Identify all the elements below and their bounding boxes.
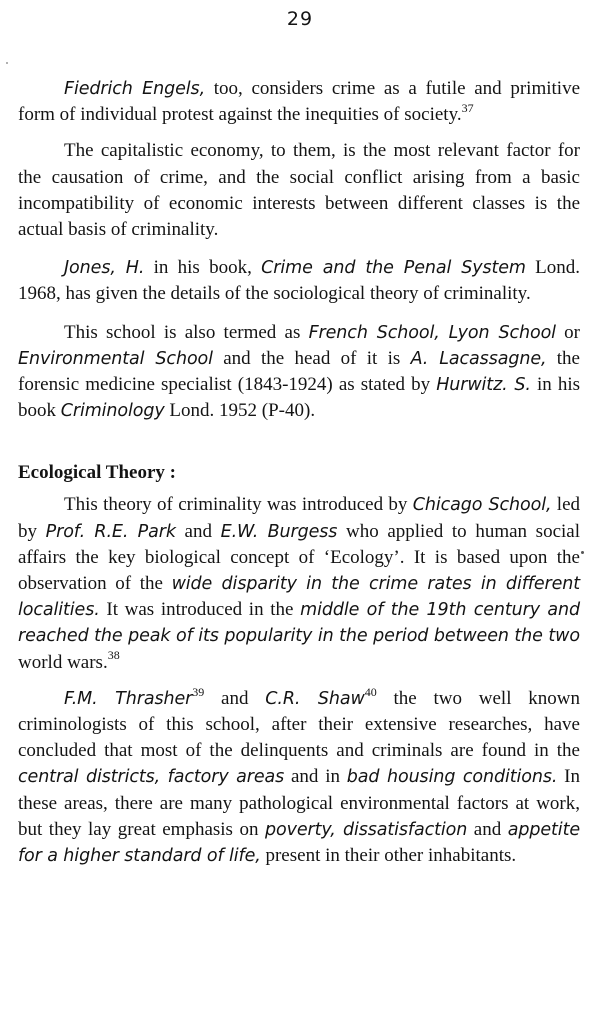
paragraph-chicago-school [18, 492, 580, 675]
author-name: Hurwitz. S. [436, 375, 531, 396]
section-heading: Ecological Theory : [18, 462, 176, 484]
text-run: in his book, [144, 257, 262, 279]
text-run: This school is also termed as [64, 321, 309, 343]
scan-speck [581, 551, 584, 554]
paragraph-french-school [18, 320, 580, 425]
page-content [18, 76, 580, 881]
text-run: Lond. 1952 (P-40). [164, 400, 316, 422]
text-run: In these areas, there are many pathological environmental factors at work, but they lay great emphasis on [18, 766, 581, 840]
text-run: and [175, 520, 221, 542]
emphasis-text: middle of the 19th century and reached the peak of its popularity in the period between the two [18, 600, 580, 647]
emphasis-text: bad housing conditions. [346, 767, 558, 788]
text-run: the two well known criminologists of this school, after their extensive researches, have concluded that most of the delinquents and criminals are found in the [18, 687, 580, 762]
emphasis-text: wide disparity in the crime rates in different localities. [18, 574, 581, 621]
author-name: Prof. R.E. Park [45, 521, 176, 542]
text-run: Lond. 1968, has given the details of the sociological theory of criminality. [18, 257, 581, 305]
school-name: Chicago School, [412, 495, 552, 516]
footnote-ref: 37 [461, 100, 474, 115]
book-title: Crime and the Penal System [261, 258, 526, 279]
text-run: and the head of it is [212, 347, 411, 369]
footnote-ref: 38 [107, 648, 120, 663]
paragraph-jones [18, 255, 580, 307]
text-run: the forensic medicine specialist (1843-1924) as stated by [18, 347, 580, 396]
school-name: Environmental School [18, 348, 213, 369]
text-run: and [467, 818, 508, 840]
author-name: E.W. Burgess [220, 521, 338, 542]
school-name: French School, Lyon School [308, 322, 556, 343]
author-name: A. Lacassagne, [410, 348, 547, 369]
emphasis-text: poverty, dissatisfaction [264, 819, 468, 840]
emphasis-text: central districts, factory areas [18, 767, 285, 788]
author-name: Fiedrich Engels, [64, 79, 206, 99]
footnote-ref: 39 [192, 684, 205, 699]
author-name: C.R. Shaw [265, 688, 365, 709]
author-name: F.M. Thrasher [64, 688, 193, 709]
text-run: and in [284, 766, 347, 788]
scan-speck [6, 62, 8, 64]
page-number: 29 [286, 8, 314, 30]
emphasis-text: appetite for a higher standard of life, [18, 819, 580, 867]
text-run: This theory of criminality was introduced by [64, 494, 413, 516]
text-run: who applied to human social affairs the key biological concept of ‘Ecology’. It is based upon the observation of the [18, 520, 580, 595]
text-run: world wars. [18, 651, 108, 673]
text-run: in his book [18, 374, 580, 422]
text-run: too, considers crime as a futile and primitive form of individual protest against the inequities of society. [18, 78, 581, 126]
paragraph-engels [18, 76, 580, 128]
text-run: It was introduced in the [99, 599, 301, 621]
text-run: present in their other inhabitants. [260, 845, 517, 867]
author-name: Jones, H. [64, 258, 145, 279]
text-run: and [204, 687, 266, 709]
paragraph-capitalistic-economy: The capitalistic economy, to them, is the most relevant factor for the causation of crime, and the social conflict arising from a basic incompatibility of economic interests between different classes is the actual basis of criminality. [18, 140, 580, 241]
text-run: led by [18, 494, 581, 542]
footnote-ref: 40 [364, 684, 377, 699]
book-title: Criminology [60, 401, 165, 422]
text-run: or [555, 321, 581, 343]
paragraph-thrasher-shaw [18, 686, 580, 869]
